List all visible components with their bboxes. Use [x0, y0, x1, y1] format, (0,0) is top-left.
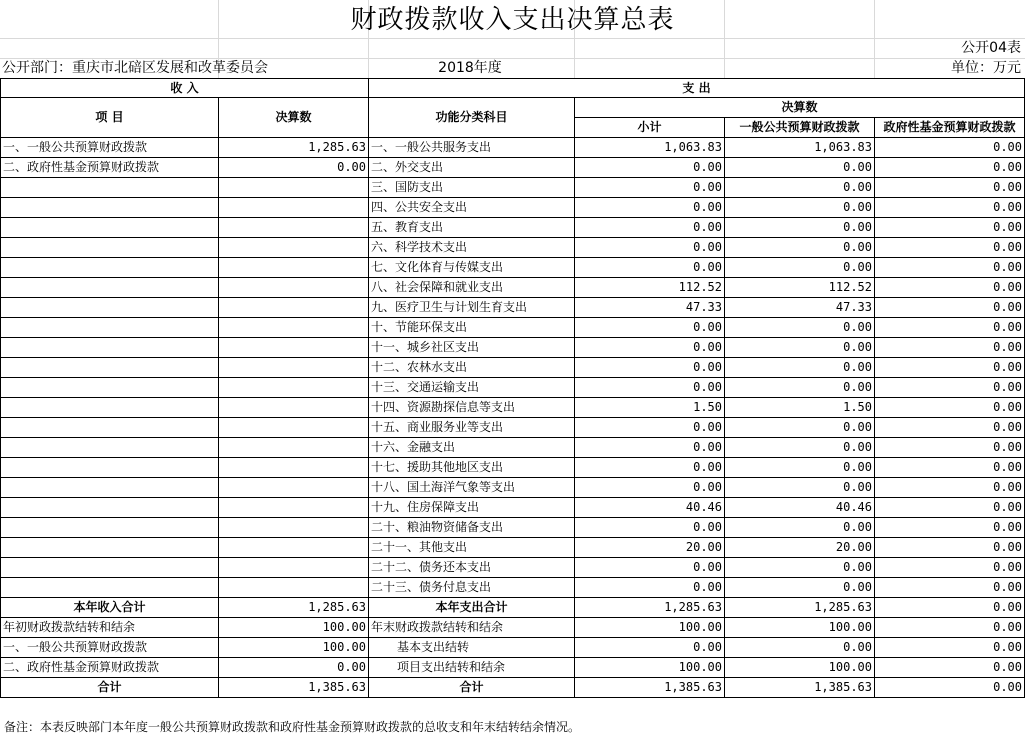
final-amount-header: 决算数	[575, 98, 1025, 118]
fiscal-year: 2018年度	[438, 60, 502, 76]
income-item-value	[219, 398, 369, 418]
income-item-value	[219, 198, 369, 218]
expense-general-value: 0.00	[725, 438, 875, 458]
income-item-label	[1, 518, 219, 538]
subtotal-header: 小计	[575, 118, 725, 138]
income-item-value	[219, 578, 369, 598]
expense-item-label: 二、外交支出	[369, 158, 575, 178]
income-item-label: 一、一般公共预算财政拨款	[1, 138, 219, 158]
income-item-label	[1, 578, 219, 598]
item-header: 项 目	[1, 98, 219, 138]
expense-fund-value: 0.00	[875, 258, 1025, 278]
basic-carry-gen: 0.00	[725, 638, 875, 658]
expense-fund-value: 0.00	[875, 158, 1025, 178]
table-row	[1, 538, 1025, 558]
table-row	[1, 158, 1025, 178]
expense-fund-value: 0.00	[875, 438, 1025, 458]
income-item-value	[219, 278, 369, 298]
expense-general-value: 0.00	[725, 318, 875, 338]
expense-fund-value: 0.00	[875, 378, 1025, 398]
expense-item-label: 六、科学技术支出	[369, 238, 575, 258]
carry-out-gen: 100.00	[725, 618, 875, 638]
table-row	[1, 498, 1025, 518]
expense-general-value: 0.00	[725, 218, 875, 238]
expense-subtotal-value: 0.00	[575, 358, 725, 378]
income-item-label	[1, 178, 219, 198]
income-item-label	[1, 478, 219, 498]
table-row	[1, 418, 1025, 438]
income-item-value: 1,285.63	[219, 138, 369, 158]
expense-fund-value: 0.00	[875, 318, 1025, 338]
expense-fund-value: 0.00	[875, 358, 1025, 378]
expense-fund-value: 0.00	[875, 338, 1025, 358]
expense-item-label: 十二、农林水支出	[369, 358, 575, 378]
project-carry-fund: 0.00	[875, 658, 1025, 678]
expense-subtotal-value: 0.00	[575, 158, 725, 178]
department-label: 公开部门：重庆市北碚区发展和改革委员会	[2, 60, 268, 76]
expense-subtotal-value: 0.00	[575, 478, 725, 498]
expense-item-label: 八、社会保障和就业支出	[369, 278, 575, 298]
income-item-label	[1, 318, 219, 338]
function-class-header: 功能分类科目	[369, 98, 575, 138]
income-item-value	[219, 438, 369, 458]
table-row	[1, 378, 1025, 398]
expense-item-label: 十一、城乡社区支出	[369, 338, 575, 358]
income-total-row	[1, 598, 1025, 618]
expense-item-label: 十、节能环保支出	[369, 318, 575, 338]
expense-total-label: 本年支出合计	[369, 598, 575, 618]
table-row	[1, 578, 1025, 598]
basic-carry-label: 基本支出结转	[369, 638, 575, 658]
table-row	[1, 478, 1025, 498]
table-row	[1, 438, 1025, 458]
income-item-label	[1, 378, 219, 398]
income-item-value	[219, 178, 369, 198]
table-row	[1, 318, 1025, 338]
expense-fund-value: 0.00	[875, 538, 1025, 558]
expense-item-label: 二十、粮油物资储备支出	[369, 518, 575, 538]
table-row	[1, 258, 1025, 278]
carry-out-sub: 100.00	[575, 618, 725, 638]
grand-total-label: 合计	[1, 678, 219, 698]
expense-fund-value: 0.00	[875, 178, 1025, 198]
table-row	[1, 518, 1025, 538]
footnote: 备注：本表反映部门本年度一般公共预算财政拨款和政府性基金预算财政拨款的总收支和年末结转结余情况。	[4, 720, 581, 734]
table-row	[1, 138, 1025, 158]
expense-subtotal-value: 1.50	[575, 398, 725, 418]
grand-total-label-expense: 合计	[369, 678, 575, 698]
income-item-value: 0.00	[219, 158, 369, 178]
income-item-label	[1, 358, 219, 378]
form-number: 公开04表	[961, 40, 1021, 56]
expense-general-value: 0.00	[725, 338, 875, 358]
income-item-value	[219, 318, 369, 338]
income-item-label	[1, 278, 219, 298]
general-budget-header: 一般公共预算财政拨款	[725, 118, 875, 138]
expense-fund-value: 0.00	[875, 578, 1025, 598]
expense-total-sub: 1,285.63	[575, 598, 725, 618]
expense-general-value: 0.00	[725, 198, 875, 218]
income-item-label	[1, 498, 219, 518]
income-item-label	[1, 438, 219, 458]
expense-general-value: 47.33	[725, 298, 875, 318]
expense-subtotal-value: 0.00	[575, 558, 725, 578]
expense-subtotal-value: 0.00	[575, 418, 725, 438]
expense-general-value: 0.00	[725, 458, 875, 478]
expense-item-label: 十三、交通运输支出	[369, 378, 575, 398]
expense-fund-value: 0.00	[875, 238, 1025, 258]
income-item-label	[1, 338, 219, 358]
income-item-label	[1, 258, 219, 278]
expense-general-value: 112.52	[725, 278, 875, 298]
income-item-value	[219, 378, 369, 398]
income-item-value	[219, 218, 369, 238]
expense-subtotal-value: 0.00	[575, 518, 725, 538]
grand-total-fund: 0.00	[875, 678, 1025, 698]
carry-general-row	[1, 638, 1025, 658]
project-carry-sub: 100.00	[575, 658, 725, 678]
expense-subtotal-value: 0.00	[575, 338, 725, 358]
expense-subtotal-value: 0.00	[575, 198, 725, 218]
gridline	[0, 38, 1025, 39]
carry-in-value: 100.00	[219, 618, 369, 638]
expense-item-label: 十八、国土海洋气象等支出	[369, 478, 575, 498]
grand-total-gen: 1,385.63	[725, 678, 875, 698]
income-item-label: 二、政府性基金预算财政拨款	[1, 158, 219, 178]
carry-in-fund-value: 0.00	[219, 658, 369, 678]
expense-subtotal-value: 0.00	[575, 318, 725, 338]
amount-header: 决算数	[219, 98, 369, 138]
income-item-value	[219, 338, 369, 358]
expense-subtotal-value: 0.00	[575, 178, 725, 198]
table-row	[1, 458, 1025, 478]
unit-label: 单位：万元	[951, 60, 1021, 76]
carry-fund-row	[1, 658, 1025, 678]
table-row	[1, 358, 1025, 378]
expense-item-label: 九、医疗卫生与计划生育支出	[369, 298, 575, 318]
expense-subtotal-value: 0.00	[575, 578, 725, 598]
expense-fund-value: 0.00	[875, 278, 1025, 298]
table-row	[1, 198, 1025, 218]
expense-item-label: 十四、资源勘探信息等支出	[369, 398, 575, 418]
income-item-label	[1, 538, 219, 558]
expense-general-value: 0.00	[725, 558, 875, 578]
income-item-label	[1, 238, 219, 258]
expense-fund-value: 0.00	[875, 518, 1025, 538]
income-total-value: 1,285.63	[219, 598, 369, 618]
expense-fund-value: 0.00	[875, 218, 1025, 238]
table-row	[1, 298, 1025, 318]
expense-item-label: 二十三、债务付息支出	[369, 578, 575, 598]
carry-in-label: 年初财政拨款结转和结余	[1, 618, 219, 638]
expense-item-label: 一、一般公共服务支出	[369, 138, 575, 158]
carry-in-fund-label: 二、政府性基金预算财政拨款	[1, 658, 219, 678]
carry-in-general-label: 一、一般公共预算财政拨款	[1, 638, 219, 658]
income-item-value	[219, 298, 369, 318]
income-item-label	[1, 458, 219, 478]
income-item-value	[219, 518, 369, 538]
carry-out-fund: 0.00	[875, 618, 1025, 638]
grand-total-sub: 1,385.63	[575, 678, 725, 698]
expense-subtotal-value: 40.46	[575, 498, 725, 518]
table-row	[1, 238, 1025, 258]
expense-subtotal-value: 0.00	[575, 458, 725, 478]
expense-general-value: 0.00	[725, 158, 875, 178]
income-item-value	[219, 418, 369, 438]
table-row	[1, 278, 1025, 298]
carry-in-general-value: 100.00	[219, 638, 369, 658]
expense-fund-value: 0.00	[875, 198, 1025, 218]
expense-general-value: 0.00	[725, 518, 875, 538]
expense-item-label: 十五、商业服务业等支出	[369, 418, 575, 438]
expense-general-value: 40.46	[725, 498, 875, 518]
expense-item-label: 五、教育支出	[369, 218, 575, 238]
income-item-value	[219, 498, 369, 518]
expense-fund-value: 0.00	[875, 418, 1025, 438]
expense-fund-value: 0.00	[875, 298, 1025, 318]
carry-out-label: 年末财政拨款结转和结余	[369, 618, 575, 638]
expense-subtotal-value: 0.00	[575, 218, 725, 238]
table-row	[1, 398, 1025, 418]
expense-fund-value: 0.00	[875, 398, 1025, 418]
expense-fund-value: 0.00	[875, 478, 1025, 498]
income-total-label: 本年收入合计	[1, 598, 219, 618]
expense-subtotal-value: 20.00	[575, 538, 725, 558]
expense-fund-value: 0.00	[875, 558, 1025, 578]
expense-general-value: 0.00	[725, 578, 875, 598]
expense-subtotal-value: 0.00	[575, 258, 725, 278]
income-item-label	[1, 398, 219, 418]
expense-subtotal-value: 0.00	[575, 238, 725, 258]
carry-row	[1, 618, 1025, 638]
expense-subtotal-value: 0.00	[575, 378, 725, 398]
table-row	[1, 218, 1025, 238]
expense-item-label: 二十一、其他支出	[369, 538, 575, 558]
expense-total-gen: 1,285.63	[725, 598, 875, 618]
expense-item-label: 十九、住房保障支出	[369, 498, 575, 518]
income-item-value	[219, 358, 369, 378]
expense-general-value: 0.00	[725, 378, 875, 398]
expense-subtotal-value: 0.00	[575, 438, 725, 458]
expense-fund-value: 0.00	[875, 138, 1025, 158]
basic-carry-sub: 0.00	[575, 638, 725, 658]
income-item-value	[219, 558, 369, 578]
expense-general-value: 1,063.83	[725, 138, 875, 158]
project-carry-label: 项目支出结转和结余	[369, 658, 575, 678]
project-carry-gen: 100.00	[725, 658, 875, 678]
expense-total-fund: 0.00	[875, 598, 1025, 618]
report-table	[0, 78, 1025, 698]
basic-carry-fund: 0.00	[875, 638, 1025, 658]
expense-general-value: 0.00	[725, 418, 875, 438]
table-row	[1, 178, 1025, 198]
expense-item-label: 十七、援助其他地区支出	[369, 458, 575, 478]
income-item-value	[219, 478, 369, 498]
expense-general-value: 0.00	[725, 178, 875, 198]
expense-subtotal-value: 47.33	[575, 298, 725, 318]
table-row	[1, 338, 1025, 358]
expense-general-value: 0.00	[725, 478, 875, 498]
expense-general-value: 1.50	[725, 398, 875, 418]
expense-item-label: 七、文化体育与传媒支出	[369, 258, 575, 278]
fund-budget-header: 政府性基金预算财政拨款	[875, 118, 1025, 138]
income-item-label	[1, 298, 219, 318]
table-row	[1, 558, 1025, 578]
income-item-label	[1, 218, 219, 238]
expense-item-label: 三、国防支出	[369, 178, 575, 198]
income-item-value	[219, 238, 369, 258]
income-header: 收 入	[1, 79, 369, 98]
grand-total-income: 1,385.63	[219, 678, 369, 698]
expense-general-value: 0.00	[725, 238, 875, 258]
expense-item-label: 四、公共安全支出	[369, 198, 575, 218]
expense-subtotal-value: 1,063.83	[575, 138, 725, 158]
expense-fund-value: 0.00	[875, 458, 1025, 478]
expense-general-value: 0.00	[725, 258, 875, 278]
income-item-label	[1, 418, 219, 438]
expense-header: 支 出	[369, 79, 1025, 98]
expense-subtotal-value: 112.52	[575, 278, 725, 298]
grand-total-row	[1, 678, 1025, 698]
expense-general-value: 0.00	[725, 358, 875, 378]
report-title: 财政拨款收入支出决算总表	[350, 5, 675, 35]
expense-item-label: 十六、金融支出	[369, 438, 575, 458]
income-item-value	[219, 458, 369, 478]
income-item-label	[1, 558, 219, 578]
expense-item-label: 二十二、债务还本支出	[369, 558, 575, 578]
income-item-value	[219, 258, 369, 278]
income-item-value	[219, 538, 369, 558]
income-item-label	[1, 198, 219, 218]
expense-fund-value: 0.00	[875, 498, 1025, 518]
expense-general-value: 20.00	[725, 538, 875, 558]
